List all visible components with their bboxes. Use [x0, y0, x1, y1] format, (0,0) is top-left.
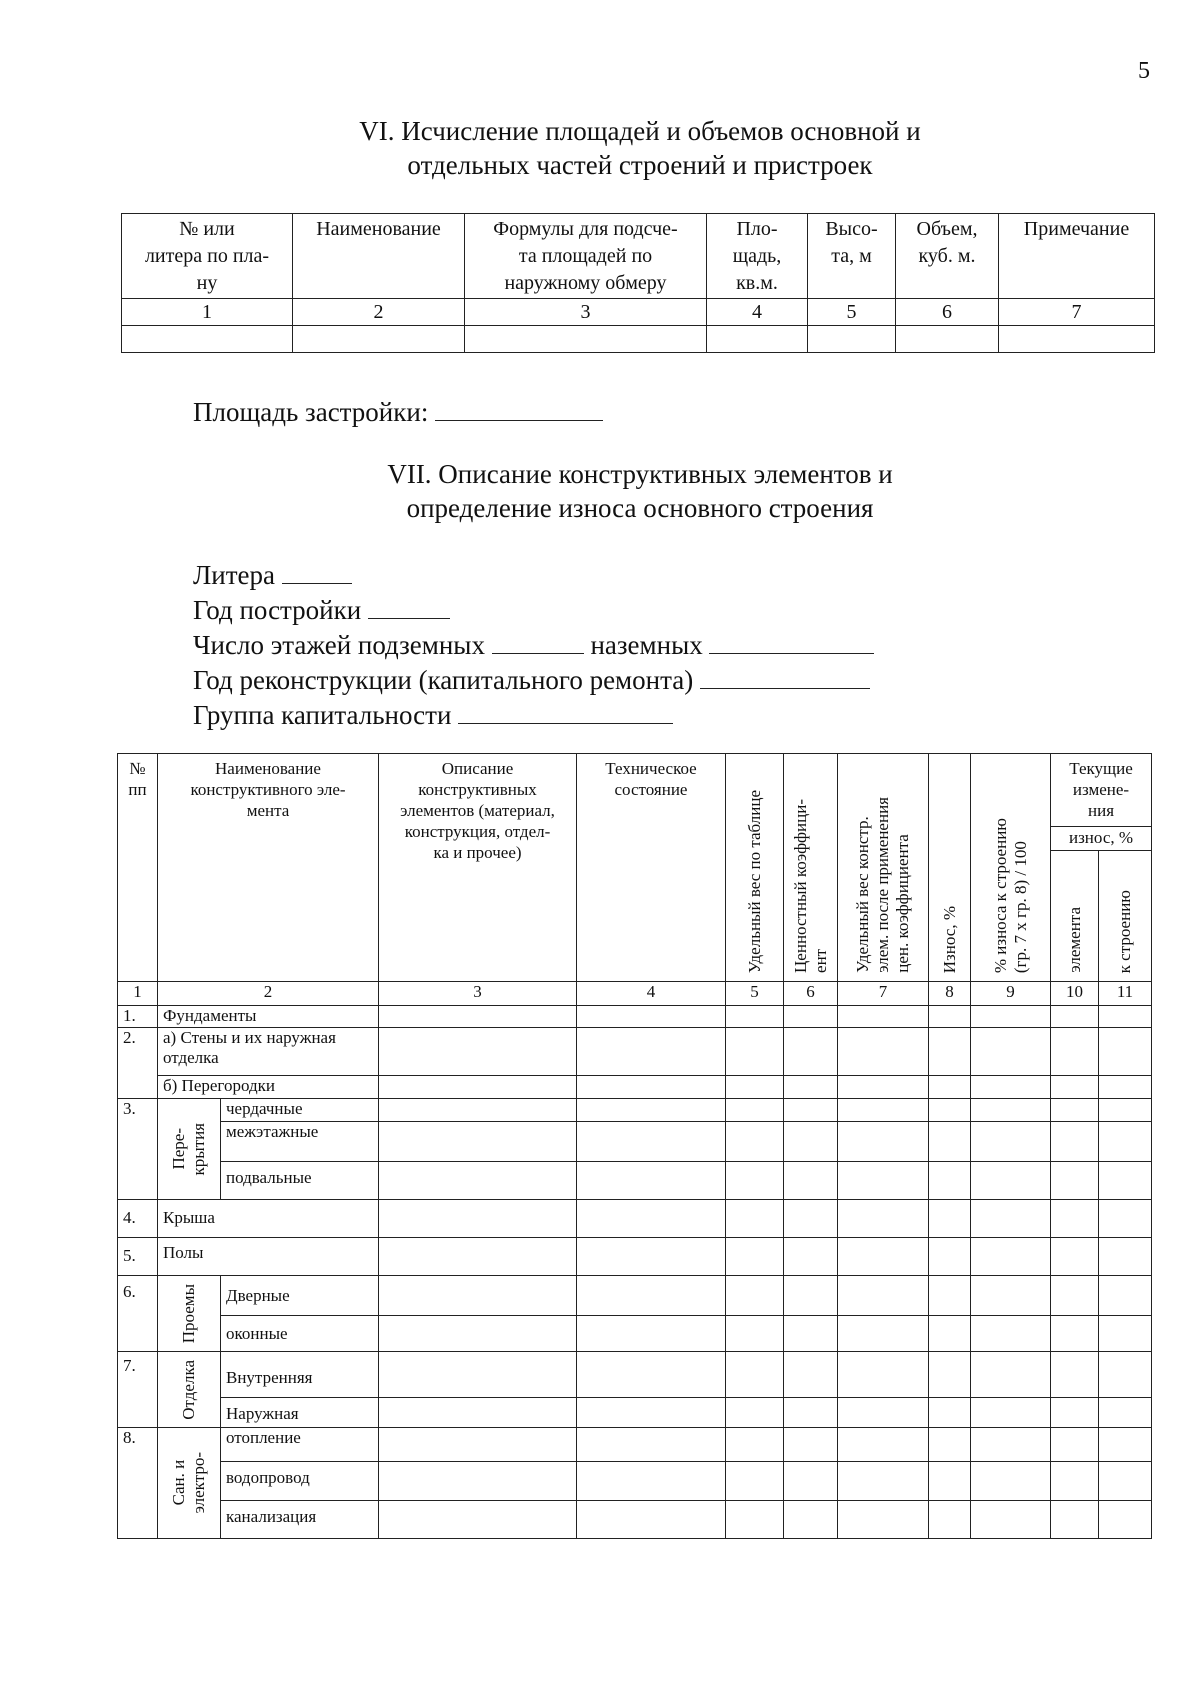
header-current-changes: Текущие измене- ния — [1051, 754, 1152, 827]
table-row — [118, 1462, 1152, 1501]
header-wear-pct: износ, % — [1051, 827, 1152, 851]
table-header-row — [122, 214, 1155, 299]
element-name: водопровод — [221, 1462, 379, 1501]
built-area-blank[interactable] — [435, 394, 603, 421]
row-num: 4. — [118, 1200, 158, 1238]
header-num: № пп — [118, 754, 158, 982]
row-num: 3. — [118, 1099, 158, 1200]
capital-group-blank[interactable] — [458, 697, 673, 724]
header-area: Пло- щадь, кв.м. — [707, 214, 808, 299]
table-row — [118, 1501, 1152, 1539]
header-litera: № или литера по пла- ну — [122, 214, 293, 299]
group-label: Сан. и электро- — [158, 1428, 221, 1539]
litera-blank[interactable] — [282, 557, 352, 584]
header-height: Высо- та, м — [808, 214, 896, 299]
table-row — [118, 1006, 1152, 1028]
col-number: 2 — [158, 982, 379, 1006]
column-numbers-row — [118, 982, 1152, 1006]
element-name: Внутренняя — [221, 1352, 379, 1398]
element-name: Полы — [158, 1238, 379, 1276]
col-number: 3 — [465, 299, 707, 326]
col-number: 10 — [1051, 982, 1099, 1006]
element-name: б) Перегородки — [158, 1076, 379, 1099]
header-wear-to-building: % износа к строению (гр. 7 х гр. 8) / 100 — [971, 754, 1051, 982]
col-number: 5 — [808, 299, 896, 326]
group-label: Отделка — [158, 1352, 221, 1428]
col-number: 8 — [929, 982, 971, 1006]
header-value-coef: Ценностный коэффици- ент — [784, 754, 838, 982]
section-7-title: VII. Описание конструктивных элементов и определение износа основного строения — [387, 459, 893, 523]
table-row — [118, 1352, 1152, 1398]
empty-cell[interactable] — [896, 326, 999, 353]
floors-field: Число этажей подземных наземных — [193, 627, 874, 662]
table-row — [118, 1316, 1152, 1352]
row-num: 8. — [118, 1428, 158, 1539]
element-name: чердачные — [221, 1099, 379, 1122]
empty-cell[interactable] — [122, 326, 293, 353]
header-name: Наименование — [293, 214, 465, 299]
element-name: подвальные — [221, 1162, 379, 1200]
row-num: 6. — [118, 1276, 158, 1352]
floors-above-blank[interactable] — [709, 627, 874, 654]
empty-cell[interactable] — [808, 326, 896, 353]
element-name: оконные — [221, 1316, 379, 1352]
col-number: 6 — [896, 299, 999, 326]
element-name: отопление — [221, 1428, 379, 1462]
element-name: Крыша — [158, 1200, 379, 1238]
construction-elements-table — [117, 753, 1152, 1539]
element-name: Фундаменты — [158, 1006, 379, 1028]
empty-cell[interactable] — [293, 326, 465, 353]
group-label: Пере- крытия — [158, 1099, 221, 1200]
table-row — [118, 1398, 1152, 1428]
element-name: Дверные — [221, 1276, 379, 1316]
col-number: 7 — [999, 299, 1155, 326]
header-formulas: Формулы для подсче- та площадей по наружному обмеру — [465, 214, 707, 299]
year-built-field: Год постройки — [193, 592, 874, 627]
col-number: 1 — [118, 982, 158, 1006]
header-element-name: Наименование конструктивного эле- мента — [158, 754, 379, 982]
table-row — [118, 1162, 1152, 1200]
table-row — [118, 1028, 1152, 1076]
header-volume: Объем, куб. м. — [896, 214, 999, 299]
empty-cell[interactable] — [465, 326, 707, 353]
page-number: 5 — [1138, 58, 1150, 84]
table-row — [118, 1238, 1152, 1276]
col-number: 7 — [838, 982, 929, 1006]
group-label: Проемы — [158, 1276, 221, 1352]
year-reconstruction-blank[interactable] — [700, 662, 870, 689]
col-number: 4 — [707, 299, 808, 326]
table-row — [118, 1076, 1152, 1099]
table-row — [118, 1276, 1152, 1316]
header-specific-weight: Удельный вес по таблице — [726, 754, 784, 982]
col-number: 11 — [1099, 982, 1152, 1006]
element-name: Наружная — [221, 1398, 379, 1428]
areas-volumes-table — [121, 213, 1155, 353]
row-num: 5. — [118, 1238, 158, 1276]
row-num: 1. — [118, 1006, 158, 1028]
table-row — [118, 1122, 1152, 1162]
floors-below-blank[interactable] — [492, 627, 584, 654]
year-reconstruction-field: Год реконструкции (капитального ремонта) — [193, 662, 874, 697]
row-num: 2. — [118, 1028, 158, 1099]
header-tech-state: Техническое состояние — [577, 754, 726, 982]
column-numbers-row — [122, 299, 1155, 326]
col-number: 3 — [379, 982, 577, 1006]
table-row — [118, 1428, 1152, 1462]
element-name: межэтажные — [221, 1122, 379, 1162]
litera-field: Литера — [193, 557, 874, 592]
element-name: а) Стены и их наружная отделка — [158, 1028, 379, 1076]
header-wear: Износ, % — [929, 754, 971, 982]
table-row — [118, 1200, 1152, 1238]
building-info-fields — [193, 557, 874, 732]
empty-cell[interactable] — [707, 326, 808, 353]
col-number: 1 — [122, 299, 293, 326]
header-element: элемента — [1051, 851, 1099, 982]
col-number: 4 — [577, 982, 726, 1006]
table-row — [118, 1099, 1152, 1122]
col-number: 9 — [971, 982, 1051, 1006]
header-specific-weight-after: Удельный вес констр. элем. после применения цен. коэффициента — [838, 754, 929, 982]
row-num: 7. — [118, 1352, 158, 1428]
header-note: Примечание — [999, 214, 1155, 299]
element-name: канализация — [221, 1501, 379, 1539]
header-description: Описание конструктивных элементов (материал, конструкция, отдел- ка и прочее) — [379, 754, 577, 982]
col-number: 2 — [293, 299, 465, 326]
capital-group-field: Группа капитальности — [193, 697, 874, 732]
empty-cell[interactable] — [999, 326, 1155, 353]
built-area-field: Площадь застройки: — [193, 394, 603, 429]
section-6-title: VI. Исчисление площадей и объемов основной и отдельных частей строений и пристроек — [359, 116, 921, 180]
header-to-building: к строению — [1099, 851, 1152, 982]
col-number: 5 — [726, 982, 784, 1006]
year-built-blank[interactable] — [368, 592, 450, 619]
col-number: 6 — [784, 982, 838, 1006]
table-row — [122, 326, 1155, 353]
